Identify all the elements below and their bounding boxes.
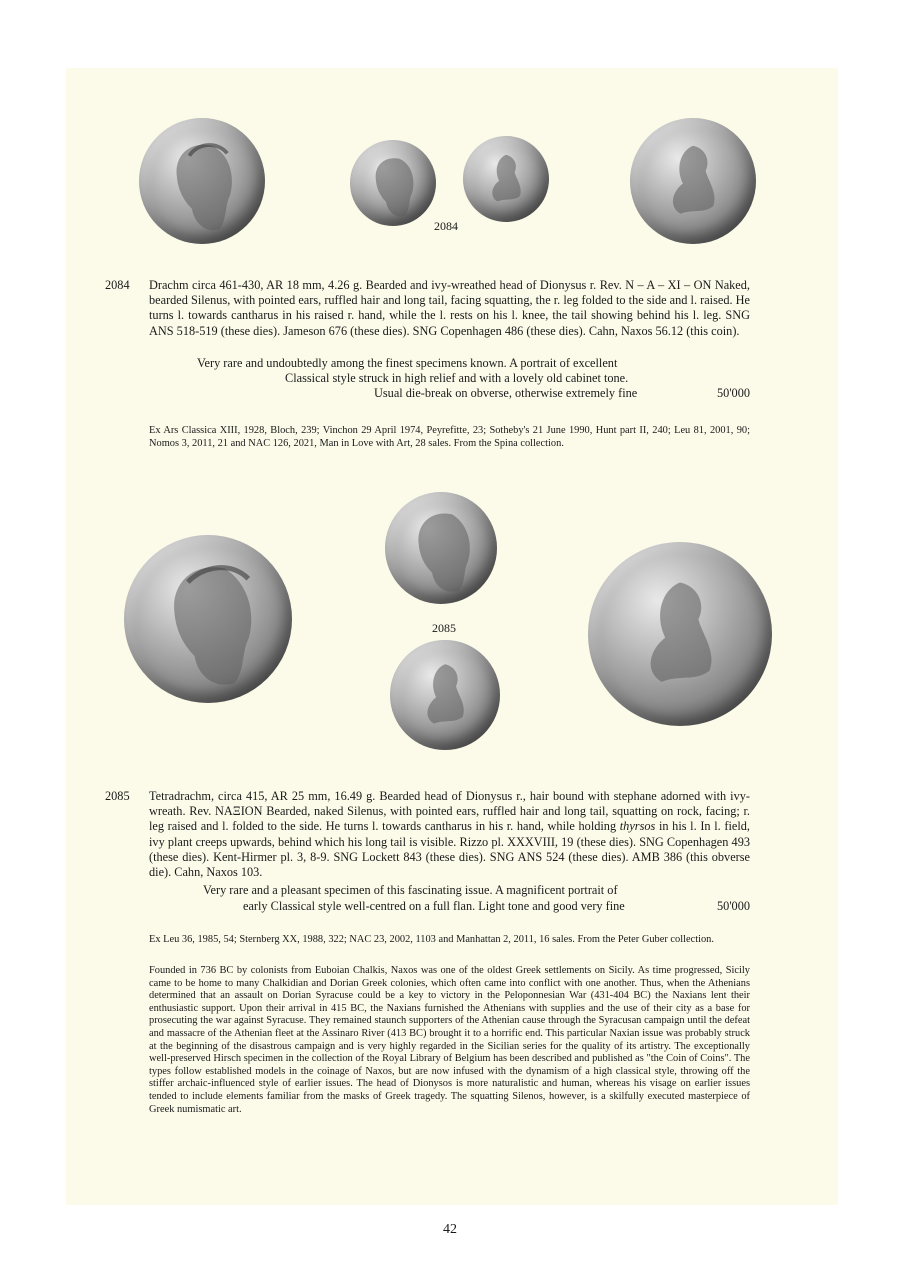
image-label-2085: 2085: [432, 621, 456, 635]
description-part-2: in his l. In l. field, ivy plant creeps upwards, behind which his long tail is visible. Rizzo pl. XXXVIII, 19 (these dies). SNG Copenhagen 493 (these dies). Kent-Hirmer pl. 3, 8-9. SNG Lockett 843 (these dies). SNG ANS 524 (these dies). AMB 386 (this obverse die). Cahn, Naxos 103.: [149, 819, 750, 880]
page-number: 42: [443, 1222, 457, 1237]
image-label-2084: 2084: [434, 219, 458, 233]
coin-2085-obverse-enlarged: [124, 535, 292, 703]
rarity-line-1: Very rare and undoubtedly among the finest specimens known. A portrait of excellent: [197, 356, 618, 370]
coin-2084-reverse: [463, 136, 549, 222]
coin-2084-obverse: [350, 140, 436, 226]
rarity-line-2: early Classical style well-centred on a full flan. Light tone and good very fine: [243, 899, 625, 913]
rarity-line-1: Very rare and a pleasant specimen of this fascinating issue. A magnificent portrait of: [203, 883, 618, 897]
rarity-line-3: Usual die-break on obverse, otherwise extremely fine: [374, 386, 638, 400]
lot-assessment-2084: [149, 356, 750, 406]
coin-2085-reverse-enlarged: [588, 542, 772, 726]
lot-description-2085: [149, 789, 750, 880]
description-part-1: Tetradrachm, circa 415, AR 25 mm, 16.49 g. Bearded head of Dionysus r., hair bound with stephane adorned with ivy-wreath. Rev. ΝΑΞΙΟΝ Bearded, naked Silenus, with pointed ears, ruffled hair and long tail, squatting on rock, facing; r. leg raised and l. folded to the side. He turns l. towards cantharus in his r. hand, while holding: [149, 789, 750, 834]
lot-number-2085: 2085: [105, 789, 130, 803]
provenance-2084: Ex Ars Classica XIII, 1928, Bloch, 239; Vinchon 29 April 1974, Peyrefitte, 23; Sotheby's 21 June 1990, Hunt part II, 240; Leu 81, 2001, 90; Nomos 3, 2011, 21 and NAC 126, 2021, Man in Love with Art, 28 sales. From the Spina collection.: [149, 425, 750, 449]
historical-note-2085: Founded in 736 BC by colonists from Euboian Chalkis, Naxos was one of the oldest Greek settlements on Sicily. As time progressed, Sicily came to be home to many Chalkidian and Dorian Greek colonies, which often came into conflict with one another. Thus, when the Athenians determined that an assault on Dorian Syracuse could be a key to victory in the Peloponnesian War (431-404 BC) the Naxians lent their enthusiastic support. Upon their arrival in 415 BC, the Naxians furnished the Athenians with supplies and the use of their city as a base for prosecuting the war against Syracuse. They remained staunch supporters of the Athenian cause through the Syracusan campaign until the defeat and massacre of the Athenian fleet at the Assinaro River (413 BC) brought it to a horrific end. This particular Naxian issue was probably struck at the beginning of the disastrous campaign and is very highly regarded in the Sicilian series for the quality of its artistry. The exceptionally well-preserved Hirsch specimen in the collection of the Royal Library of Belgium has been described and published as "the Coin of Coins". The types follow established models in the coinage of Naxos, but are now infused with the dynamism of a high classical style, throwing off the stiffer archaic-influenced style of earlier issues. The head of Dionysos is more naturalistic and human, whereas his visage on earlier issues tended to include elements familiar from the masks of Greek tragedy. The squatting Silenos, however, is a skilfully executed masterpiece of Greek numismatic art.: [149, 965, 750, 1115]
estimate-2085: 50'000: [717, 899, 750, 913]
coin-2084-obverse-enlarged: [139, 118, 265, 244]
estimate-2084: 50'000: [717, 386, 750, 400]
rarity-line-2: Classical style struck in high relief and with a lovely old cabinet tone.: [285, 371, 629, 385]
coin-2085-reverse: [390, 640, 500, 750]
provenance-2085: Ex Leu 36, 1985, 54; Sternberg XX, 1988, 322; NAC 23, 2002, 1103 and Manhattan 2, 2011, 16 sales. From the Peter Guber collection.: [149, 934, 714, 945]
lot-assessment-2085: [149, 883, 750, 915]
lot-description-2084: Drachm circa 461-430, AR 18 mm, 4.26 g. Bearded and ivy-wreathed head of Dionysus r. Rev. N – A – XI – ON Naked, bearded Silenus, with pointed ears, ruffled hair and long tail, facing squatting, the r. leg folded to the side and l. raised. He turns l. towards cantharus in his raised r. hand, while the l. rests on his l. knee, the tail showing behind his l. leg. SNG ANS 518-519 (these dies). Jameson 676 (these dies). SNG Copenhagen 486 (these dies). Cahn, Naxos 56.12 (this coin).: [149, 278, 750, 338]
coin-2084-reverse-enlarged: [630, 118, 756, 244]
lot-number-2084: 2084: [105, 278, 130, 292]
description-italic-term: thyrsos: [619, 819, 656, 834]
coin-2085-obverse: [385, 492, 497, 604]
